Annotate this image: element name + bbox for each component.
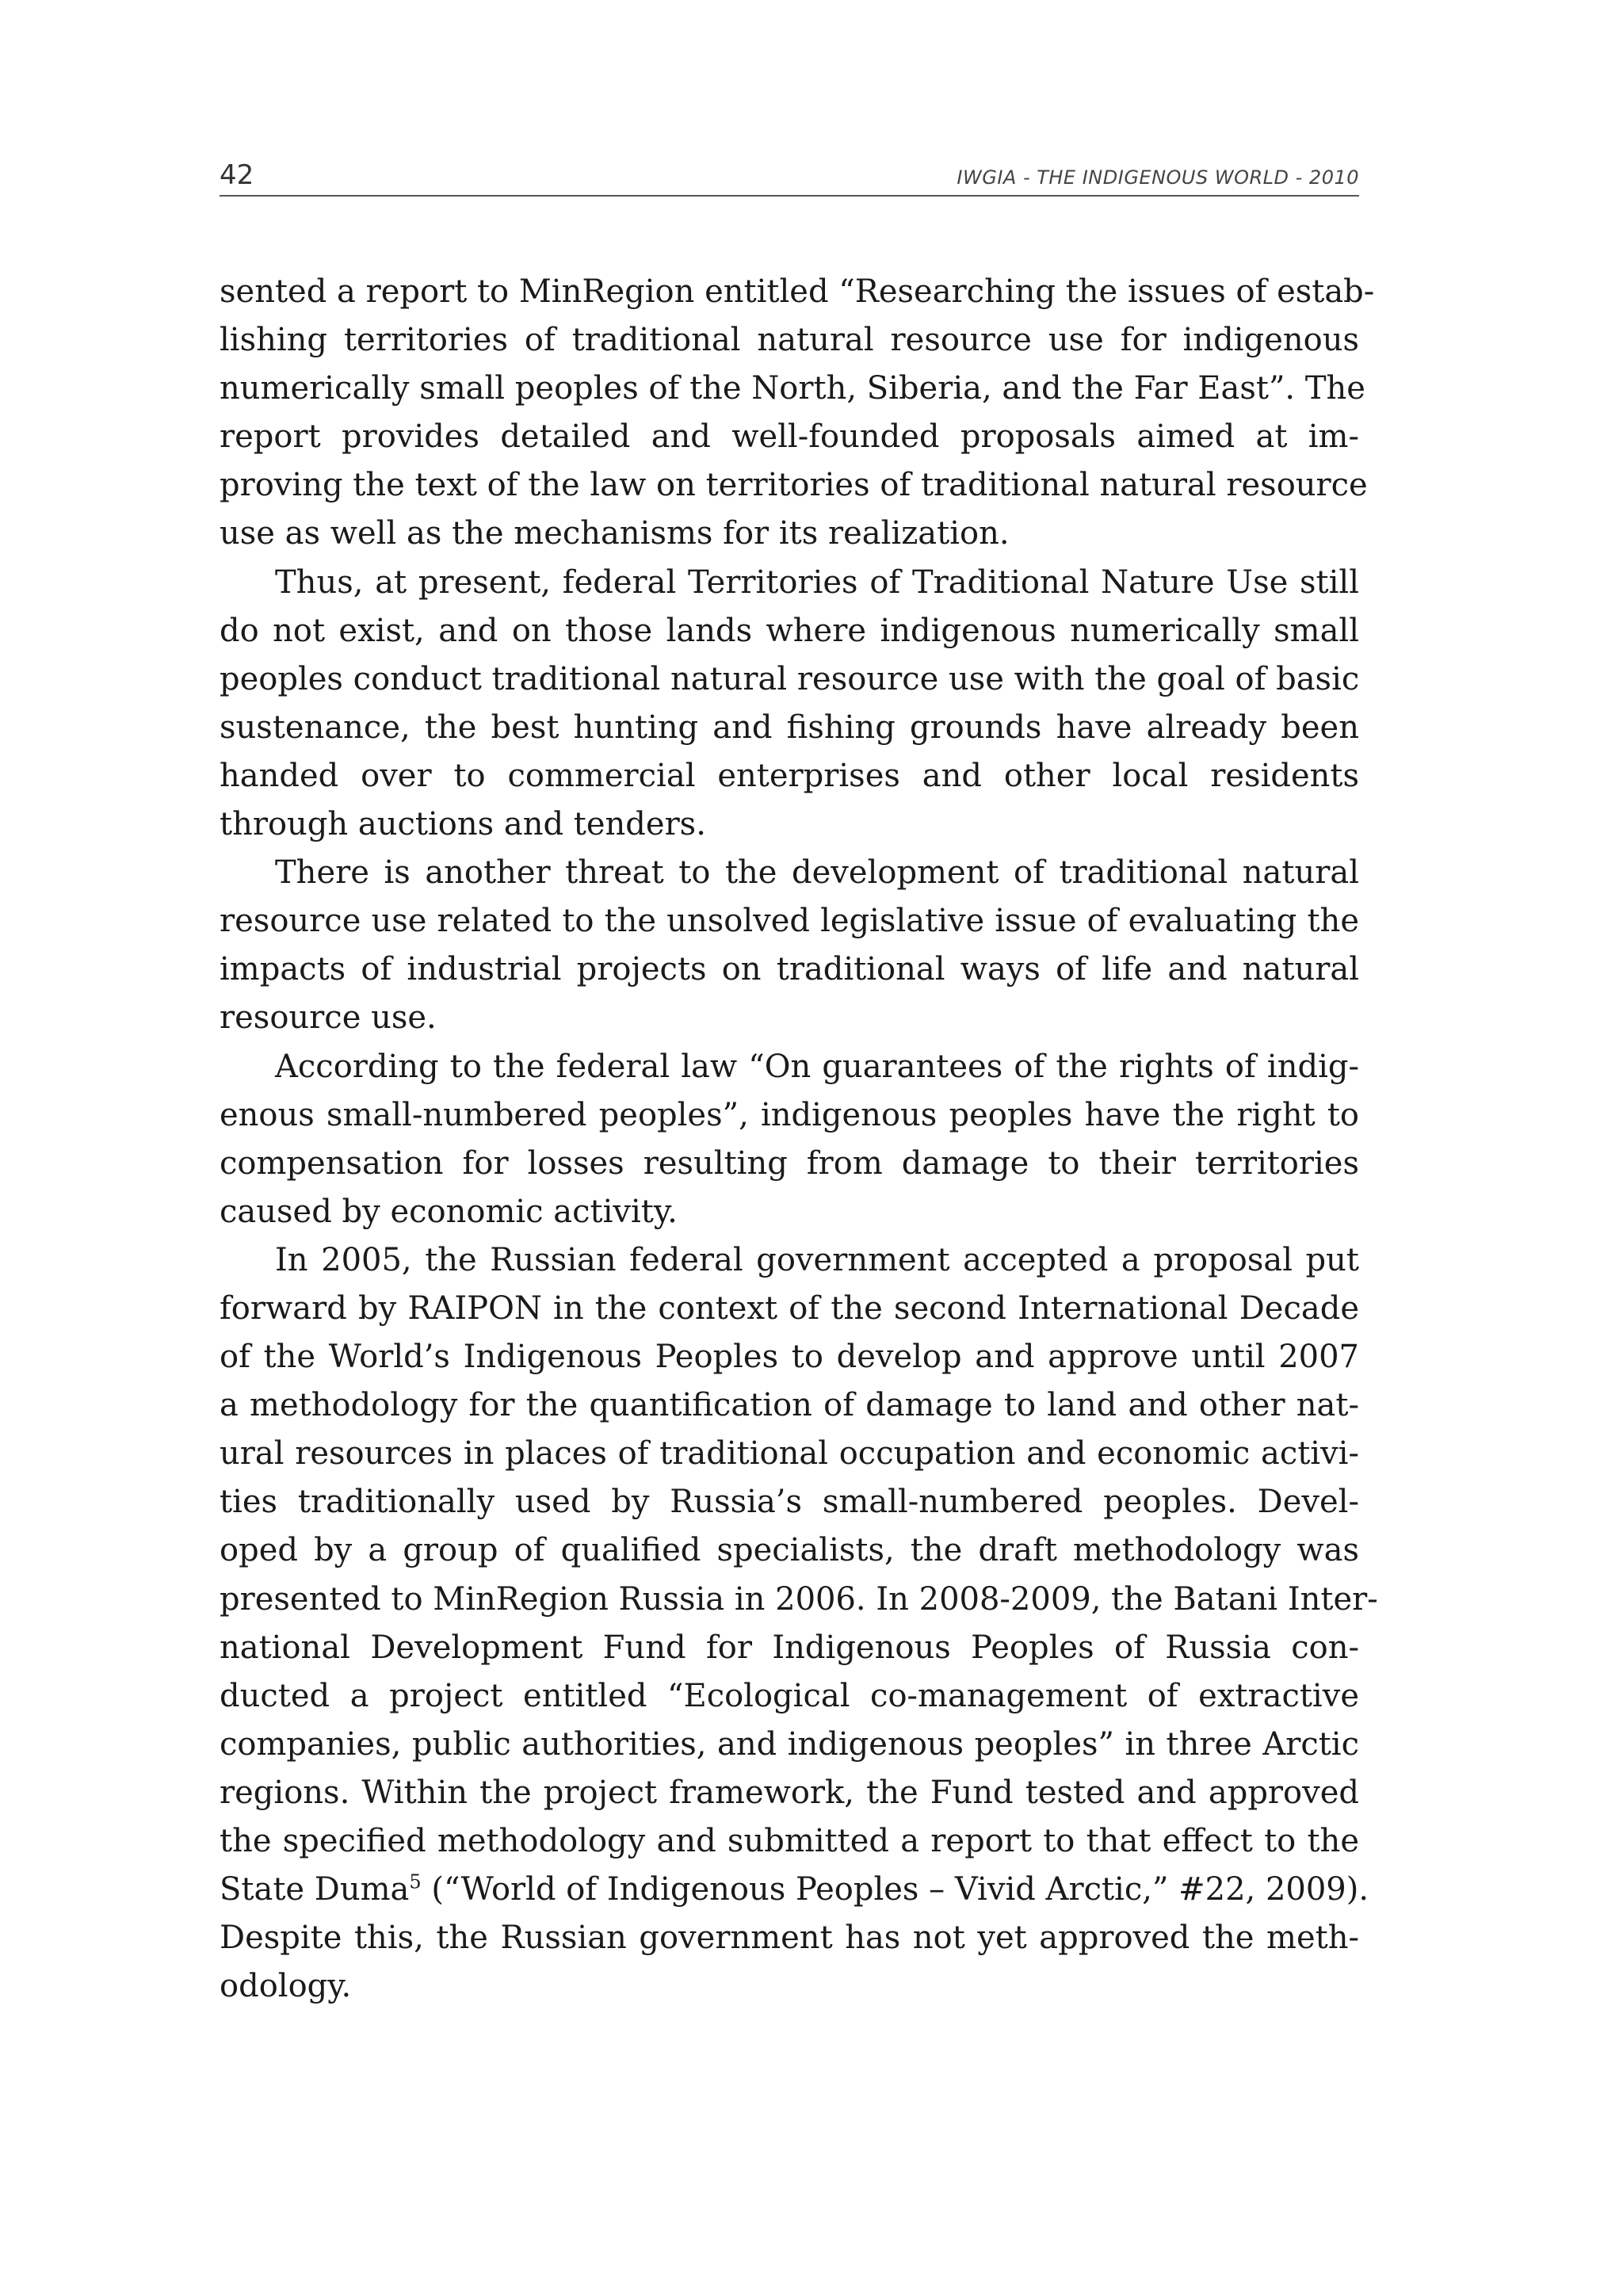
- text-line: Thus, at present, federal Territories of Traditional Nature Use still: [275, 563, 1359, 601]
- text-line: caused by economic activity.: [220, 1193, 678, 1230]
- text-line: oped by a group of qualified specialists, the draft methodology was: [220, 1532, 1359, 1569]
- text-line: peoples conduct traditional natural resource use with the goal of basic: [220, 660, 1360, 697]
- text-line: of the World’s Indigenous Peoples to develop and approve until 2007: [220, 1339, 1359, 1376]
- text-line: presented to MinRegion Russia in 2006. In 2008-2009, the Batani Inter-: [220, 1580, 1378, 1618]
- text-line: the specified methodology and submitted a report to that effect to the: [220, 1823, 1359, 1859]
- text-line: impacts of industrial projects on traditional ways of life and natural: [220, 951, 1359, 988]
- running-head: IWGIA - THE INDIGENOUS WORLD - 2010: [957, 166, 1359, 189]
- paragraph-5: [220, 1236, 1378, 2011]
- text-line: do not exist, and on those lands where indigenous numerically small: [220, 612, 1359, 649]
- page-number: 42: [220, 159, 254, 191]
- paragraph-1: [220, 268, 1375, 559]
- body-text: [220, 268, 1378, 2011]
- text-line: ducted a project entitled “Ecological co-management of extractive: [220, 1677, 1359, 1714]
- text-line: enous small-numbered peoples”, indigenous peoples have the right to: [220, 1096, 1359, 1133]
- text-line: compensation for losses resulting from damage to their territories: [220, 1144, 1359, 1182]
- text-line: handed over to commercial enterprises and other local residents: [220, 757, 1359, 794]
- paragraph-2: [220, 559, 1359, 850]
- paragraph-3: [220, 849, 1359, 1042]
- text-line: There is another threat to the development of traditional natural: [275, 854, 1359, 892]
- text-line: a methodology for the quantification of damage to land and other nat-: [220, 1387, 1359, 1424]
- text-line: through auctions and tenders.: [220, 806, 706, 843]
- text-line-with-footnote: [220, 1866, 1369, 1914]
- footnote-marker[interactable]: 5: [409, 1870, 422, 1893]
- text-line: sustenance, the best hunting and fishing grounds have already been: [220, 709, 1359, 746]
- text-line: national Development Fund for Indigenous Peoples of Russia con-: [220, 1629, 1359, 1666]
- text-line: companies, public authorities, and indigenous peoples” in three Arctic: [220, 1725, 1359, 1763]
- text-line: lishing territories of traditional natural resource use for indigenous: [220, 322, 1359, 359]
- note-line-start: State Duma: [220, 1871, 410, 1908]
- text-line: proving the text of the law on territories of traditional natural resource: [220, 467, 1368, 504]
- note-line-end: (“World of Indigenous Peoples – Vivid Arctic,” #22, 2009).: [421, 1871, 1369, 1908]
- text-line: odology.: [220, 1968, 352, 2005]
- text-line: regions. Within the project framework, the Fund tested and approved: [220, 1774, 1359, 1811]
- page-header: [220, 155, 1359, 197]
- text-line: report provides detailed and well-founded proposals aimed at im-: [220, 418, 1359, 456]
- text-line: resource use related to the unsolved legislative issue of evaluating the: [220, 903, 1359, 940]
- text-line: forward by RAIPON in the context of the second International Decade: [220, 1289, 1359, 1327]
- text-line: sented a report to MinRegion entitled “Researching the issues of estab-: [220, 273, 1375, 310]
- text-line: ural resources in places of traditional occupation and economic activi-: [220, 1435, 1359, 1473]
- text-line: use as well as the mechanisms for its realization.: [220, 515, 1010, 552]
- text-line: According to the federal law “On guarantees of the rights of indig-: [275, 1048, 1359, 1085]
- text-line: resource use.: [220, 999, 437, 1037]
- text-line: numerically small peoples of the North, Siberia, and the Far East”. The: [220, 370, 1365, 407]
- text-line: ties traditionally used by Russia’s small-numbered peoples. Devel-: [220, 1484, 1359, 1521]
- text-line: In 2005, the Russian federal government accepted a proposal put: [275, 1241, 1359, 1278]
- text-line: Despite this, the Russian government has not yet approved the meth-: [220, 1920, 1359, 1957]
- paragraph-4: [220, 1043, 1359, 1236]
